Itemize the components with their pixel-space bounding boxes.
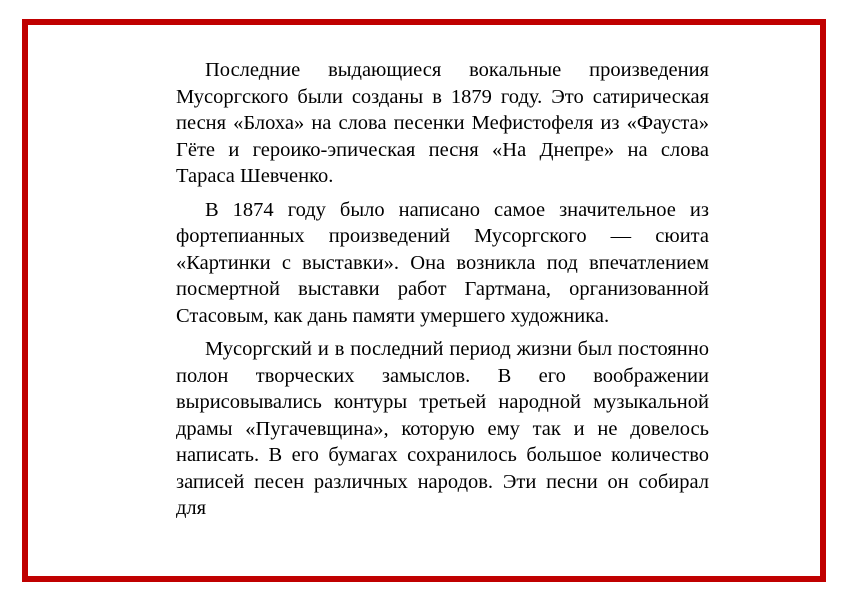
paragraph-late-period: Мусоргский и в последний период жизни был постоянно полон творческих замыслов. В его воображении вырисовывались контуры третьей народной музыкальной драмы «Пугачевщина», которую ему так и не довелось написать. В его бумагах сохранилось большое количество записей песен различных народов. Эти песни он собирал для — [176, 338, 709, 519]
paragraph-mussorgsky-vocal-works: Последние выдающиеся вокальные произведения Мусоргского были созданы в 1879 году. Это сатирическая песня «Блоха» на слова песенки Мефистофеля из «Фауста» Гёте и героико-эпическая песня «На Днепре» на слова Тараса Шевченко. — [176, 59, 709, 187]
text-block — [176, 57, 709, 529]
paragraph-pictures-at-exhibition: В 1874 году было написано самое значительное из фортепианных произведений Мусоргского — сюита «Картинки с выставки». Она возникла под впечатлением посмертной выставки работ Гартмана, организованной Стасовым, как дань памяти умершего художника. — [176, 198, 709, 327]
